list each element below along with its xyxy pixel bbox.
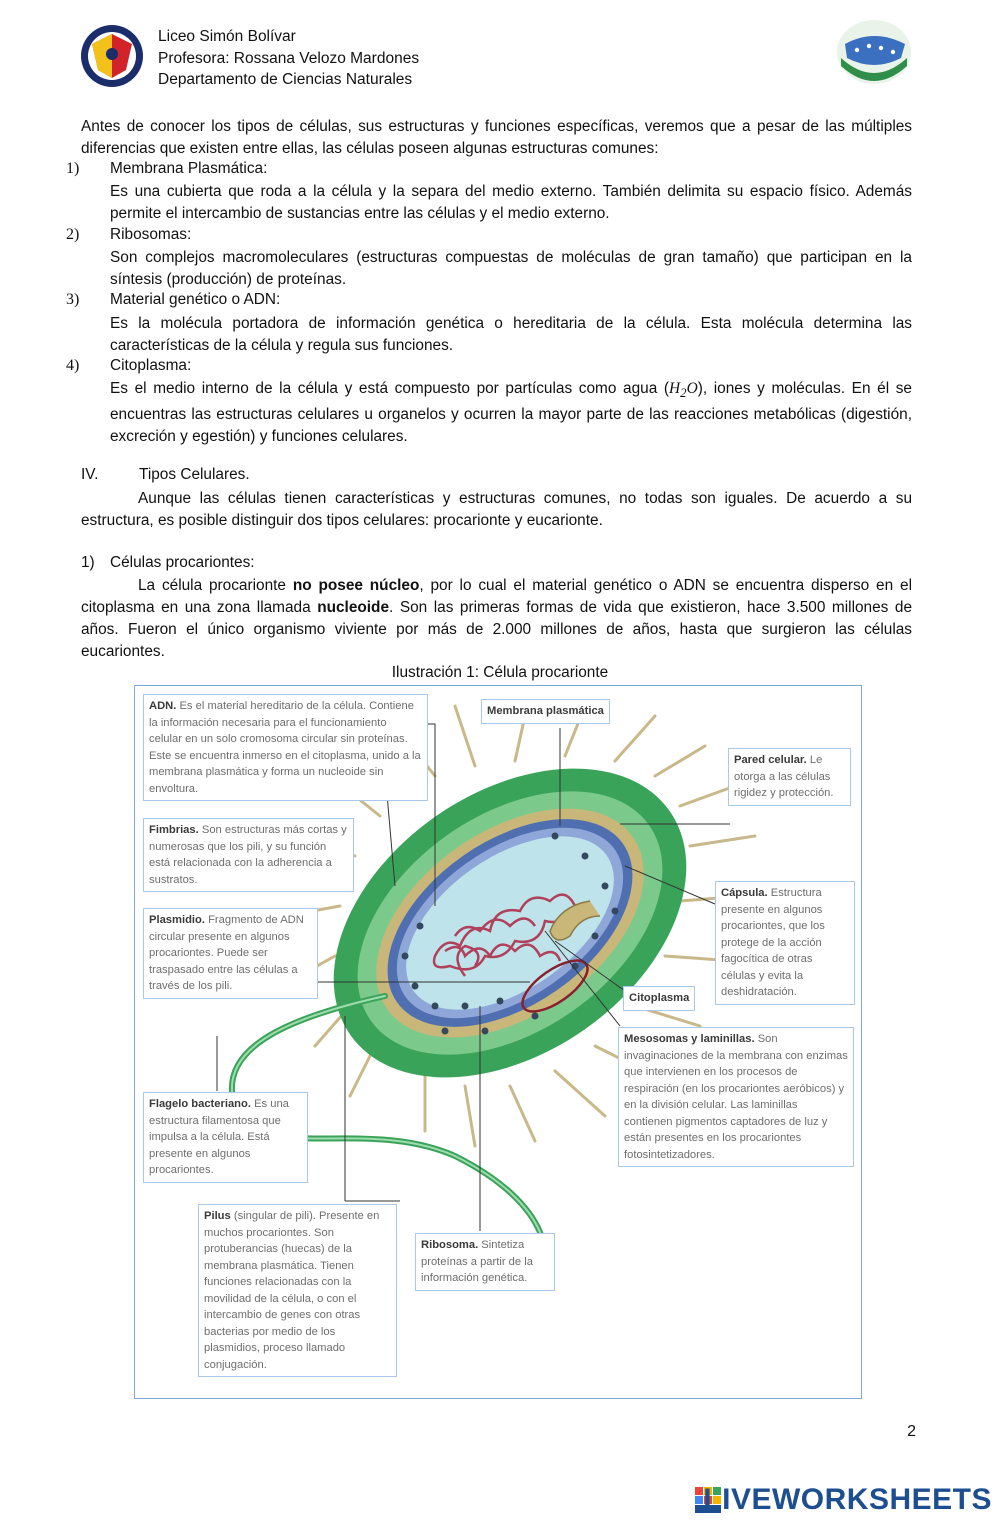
structure-3-description: Es la molécula portadora de información genética o hereditaria de la célula. Esta molécula determina las características de la célula y regula sus funciones. <box>110 315 912 354</box>
label-mesosomas: Mesosomas y laminillas. Son invaginaciones de la membrana con enzimas que intervienen en los procesos de respiración (en los procariontes aeróbicos) y en la división celular. Las laminillas contienen pigmentos captadores de luz y están presentes en los procariontes fotosintetizadores. <box>618 1027 854 1167</box>
label-capsula: Cápsula. Estructura presente en algunos procariontes, que los protege de la acción fagocítica de otras células y evita la deshidratación. <box>715 881 855 1005</box>
prokaryote-number: 1) <box>81 554 95 571</box>
section-iv-title: Tipos Celulares. <box>139 466 250 483</box>
page-number: 2 <box>907 1423 916 1440</box>
label-membrana-plasmatica: Membrana plasmática <box>481 699 610 724</box>
label-adn: ADN. Es el material hereditario de la célula. Contiene la información necesaria para el funcionamiento celular en un solo cromosoma circular sin proteínas. Este se encuentra inmerso en el citoplasma, unido a la membrana plasmática y forma un nucleoide sin envoltura. <box>143 694 428 801</box>
structure-4-title: Citoplasma: <box>110 357 192 374</box>
school-logo <box>80 24 144 88</box>
label-pilus: Pilus (singular de pili). Presente en muchos procariontes. Son protuberancias (huecas) de la membrana plasmática. Tienen funciones relacionadas con la movilidad de la célula, o con el intercambio de genes con otras bacterias por medio de los plasmidios, proceso llamado conjugación. <box>198 1204 397 1377</box>
environmental-certification-logo <box>835 18 913 86</box>
structure-2-description: Son complejos macromoleculares (estructuras compuestas de moléculas de gran tamaño) que participan en la síntesis (producción) de proteínas. <box>110 249 912 288</box>
structure-4-description: Es el medio interno de la célula y está compuesto por partículas como agua $(H_2O)$, iones y moléculas. En él se encuentras las estructuras celulares u organelos y ocurren la mayor parte de las reacciones metabólicas (digestión, excreción y egestión) y funciones celulares. <box>110 380 912 446</box>
header-block <box>158 26 419 91</box>
structure-3-number: 3) <box>66 291 80 308</box>
structure-3-title: Material genético o ADN: <box>110 291 281 308</box>
figure-caption: Ilustración 1: Célula procarionte <box>391 664 609 681</box>
teacher-name: Profesora: Rossana Velozo Mardones <box>158 49 420 67</box>
structure-1-title: Membrana Plasmática: <box>110 160 268 177</box>
label-fimbrias: Fimbrias. Son estructuras más cortas y numerosas que los pili, y su función está relacionada con la adherencia a sustratos. <box>143 818 354 892</box>
water-formula: $H_2O$ <box>669 380 698 401</box>
structure-1-description: Es una cubierta que roda a la célula y la separa del medio externo. También delimita su espacio físico. Además permite el intercambio de sustancias entre las células y el medio externo. <box>110 183 912 222</box>
prokaryote-paragraph: La célula procarionte no posee núcleo, por lo cual el material genético o ADN se encuentra disperso en el citoplasma en una zona llamada nucleoide. Son las primeras formas de vida que existieron, hace 3.500 millones de años. Fueron el único organismo viviente por más de 2.000 millones de años, hasta que surgieron las células eucariontes. <box>81 577 913 660</box>
section-iv-text: Aunque las células tienen características y estructuras comunes, no todas son iguales. De acuerdo a su estructura, es posible distinguir dos tipos celulares: procarionte y eucarionte. <box>81 490 912 529</box>
label-citoplasma: Citoplasma <box>623 986 695 1011</box>
structure-2-title: Ribosomas: <box>110 226 192 243</box>
liveworksheets-brand[interactable]: LIVEWORKSHEETS <box>703 1483 992 1516</box>
intro-paragraph: Antes de conocer los tipos de células, sus estructuras y funciones específicas, veremos que a pesar de las múltiples diferencias que existen entre ellas, las células poseen algunas estructuras comunes: <box>81 118 912 157</box>
section-iv-number: IV. <box>81 466 99 483</box>
prokaryote-illustration <box>134 685 862 1399</box>
school-name: Liceo Simón Bolívar <box>158 28 296 45</box>
label-pared-celular: Pared celular. Le otorga a las células rigidez y protección. <box>728 748 851 806</box>
structure-2-number: 2) <box>66 226 80 243</box>
department-name: Departamento de Ciencias Naturales <box>158 71 413 88</box>
structure-4-number: 4) <box>66 357 80 374</box>
prokaryote-title: Células procariontes: <box>110 554 255 571</box>
structure-1-number: 1) <box>66 160 80 177</box>
label-ribosoma: Ribosoma. Sintetiza proteínas a partir de la información genética. <box>415 1233 555 1291</box>
label-flagelo: Flagelo bacteriano. Es una estructura filamentosa que impulsa a la célula. Está presente en algunos procariontes. <box>143 1092 308 1183</box>
label-plasmidio: Plasmidio. Fragmento de ADN circular presente en algunos procariontes. Puede ser traspasado entre las células a través de los pili. <box>143 908 318 999</box>
